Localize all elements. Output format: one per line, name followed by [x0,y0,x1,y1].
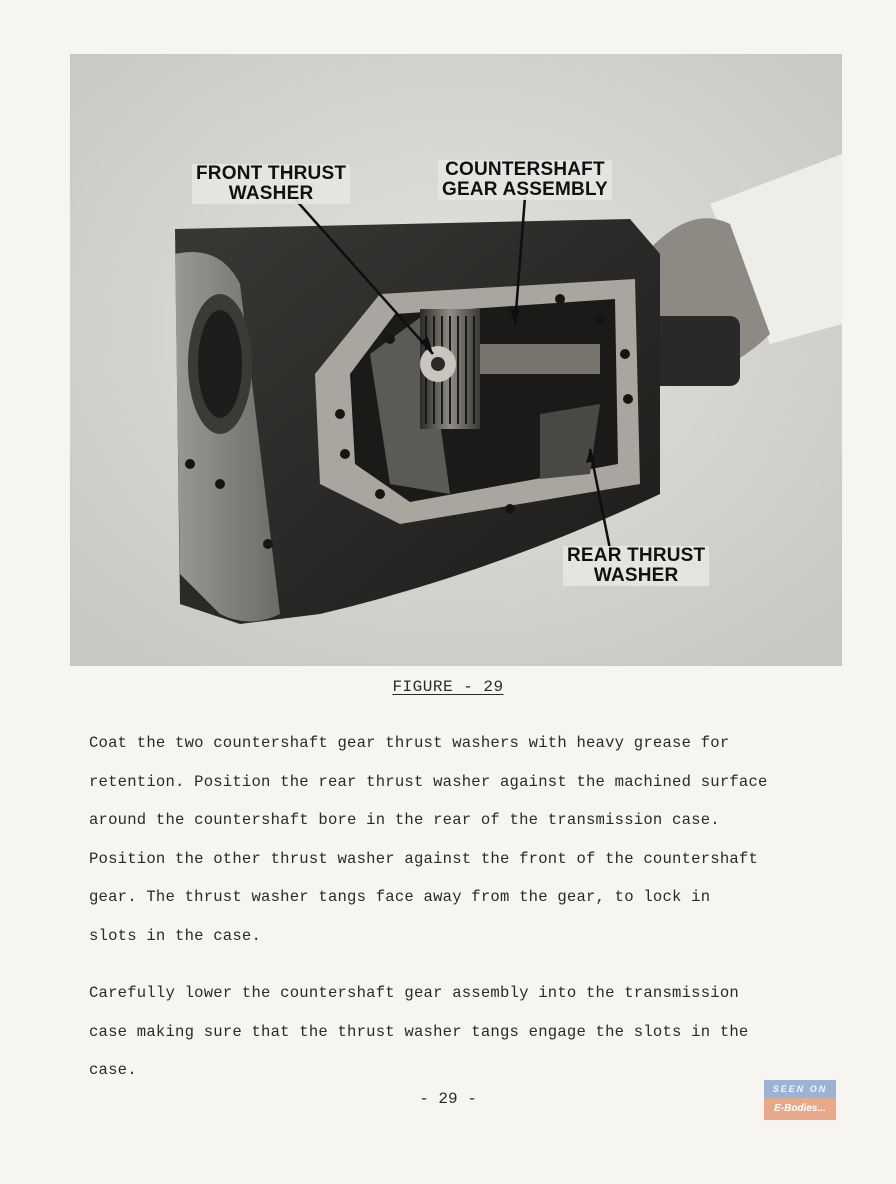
callout-front-thrust-washer: FRONT THRUST WASHER [192,164,350,204]
transmission-photo [70,54,842,666]
callout-countershaft-gear-assembly: COUNTERSHAFT GEAR ASSEMBLY [438,160,612,200]
page-number: - 29 - [419,1090,477,1108]
callout-rear-thrust-washer: REAR THRUST WASHER [563,546,709,586]
badge-bottom-text: E-Bodies... [764,1098,836,1120]
badge-top-text: SEEN ON [764,1080,836,1098]
countershaft [480,344,600,374]
figure-caption [0,678,896,696]
seen-on-ebodies-badge [764,1080,836,1124]
transmission-case-illustration [70,54,842,666]
figure-caption-text: FIGURE - 29 [392,678,504,696]
instruction-paragraph-2: Carefully lower the countershaft gear assembly into the transmission case making sure that the thrust washer tangs engage the slots in the case. [89,984,749,1079]
instruction-paragraph-1: Coat the two countershaft gear thrust washers with heavy grease for retention. Position the rear thrust washer against the machined surface around the countershaft bore in the rear of the transmission case. Position the other thrust washer against the front of the countershaft gear. The thrust washer tangs face away from the gear, to lock in slots in the case. [89,734,768,945]
